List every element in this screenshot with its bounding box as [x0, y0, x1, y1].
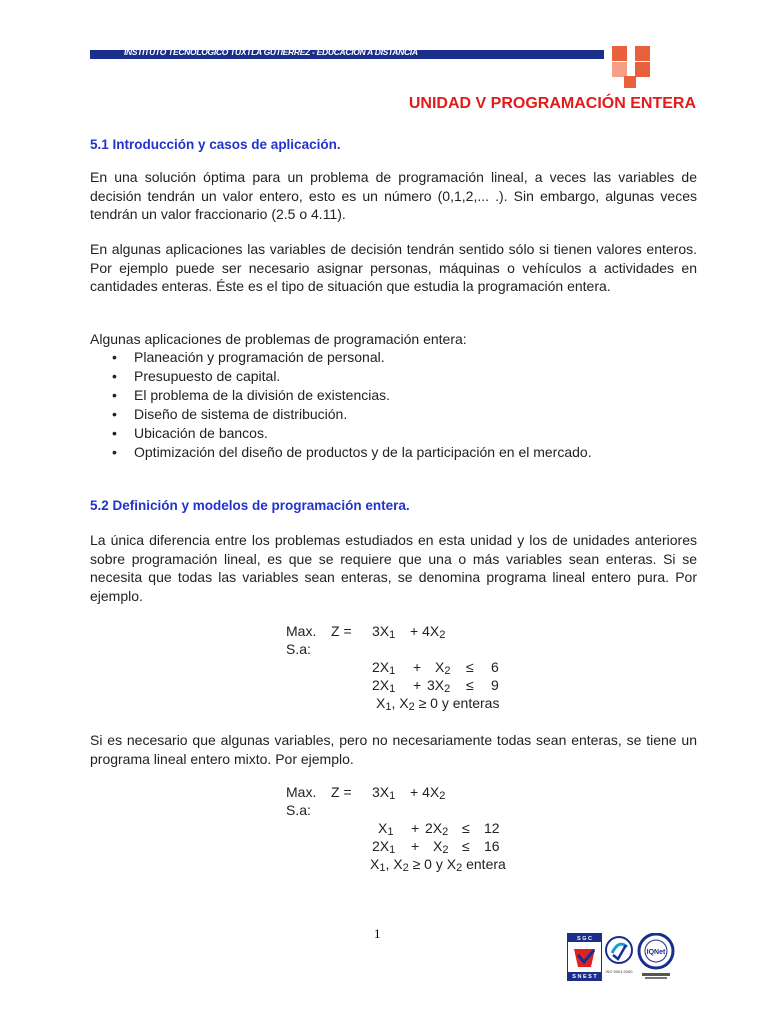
svg-text:ISO 9001:2000: ISO 9001:2000 [605, 969, 633, 974]
constraint-term: $2X_1$ [372, 677, 396, 695]
paragraph: En algunas aplicaciones las variables de decisión tendrán sentido sólo si tienen valores enteros. Por ejemplo puede ser necesario asignar personas, máquinas o vehículos a actividades en cantidades enteras. Éste es el tipo de situación que estudia la programación entera. [90, 241, 697, 294]
objective: $3X_1$ [372, 623, 396, 641]
constraint-term: $3X_2$ [427, 677, 451, 695]
paragraph: En una solución óptima para un problema de programación lineal, a veces las variables de decisión tendrán un valor entero, esto es un número (0,1,2,... .). Sin embargo, algunas veces tendrán un valor fraccionario (2.5 o 4.11). [90, 169, 697, 222]
unit-title: UNIDAD V PROGRAMACIÓN ENTERA [408, 95, 696, 112]
list-item: • Presupuesto de capital. [90, 367, 592, 386]
svg-text:IQNet: IQNet [646, 949, 666, 956]
section-title-5-1: 5.1 Introducción y casos de aplicación. [90, 137, 341, 152]
section-title-5-2: 5.2 Definición y modelos de programación entera. [90, 498, 410, 513]
max-label: Max. [286, 623, 317, 639]
iqnet-logo [636, 933, 676, 981]
objective-2: + $4X_2$ [410, 623, 446, 641]
list-item: • Ubicación de bancos. [90, 424, 592, 443]
iso-logo [604, 933, 634, 981]
paragraph: Si es necesario que algunas variables, pero no necesariamente todas sean enteras, se tiene un programa lineal entero mixto. Por ejemplo. [90, 732, 697, 767]
constraint-term: $X_2$ [435, 659, 451, 677]
svg-text:S G C: S G C [577, 936, 592, 942]
constraint-term: $X_2$ [433, 838, 449, 856]
constraint-term: $X_1$ [378, 820, 394, 838]
sgc-logo [567, 933, 602, 981]
nonnegativity: $X_1$, $X_2 \ge 0$ y enteras [376, 695, 500, 713]
applications-list [90, 348, 592, 462]
subject-to-label: S.a: [286, 641, 311, 657]
svg-text:S N E S T: S N E S T [572, 974, 597, 980]
nonnegativity: $X_1$, $X_2 \ge 0$ y $X_2$ entera [370, 856, 506, 874]
paragraph: La única diferencia entre los problemas estudiados en esta unidad y los de unidades anteriores sobre programación lineal, es que se requiere que una o más variables sean enteras. Si se necesita que todas las variables sean enteras, se denomina programa lineal entero pura. Por ejemplo. [90, 532, 697, 604]
page-number: 1 [374, 926, 381, 941]
constraint-term: $2X_2$ [425, 820, 449, 838]
z-label: Z = [331, 623, 352, 639]
list-item: • Optimización del diseño de productos y de la participación en el mercado. [90, 443, 592, 462]
apps-intro: Algunas aplicaciones de problemas de programación entera: [90, 331, 467, 347]
constraint-term: $2X_1$ [372, 659, 396, 677]
list-item: • Planeación y programación de personal. [90, 348, 592, 367]
constraint-term: $2X_1$ [372, 838, 396, 856]
list-item: • Diseño de sistema de distribución. [90, 405, 592, 424]
institute-name: INSTITUTO TECNOLÓGICO TUXTLA GUTIÉRREZ - EDUCACIÓN A DISTANCIA [124, 47, 418, 57]
list-item: • El problema de la división de existencias. [90, 386, 592, 405]
